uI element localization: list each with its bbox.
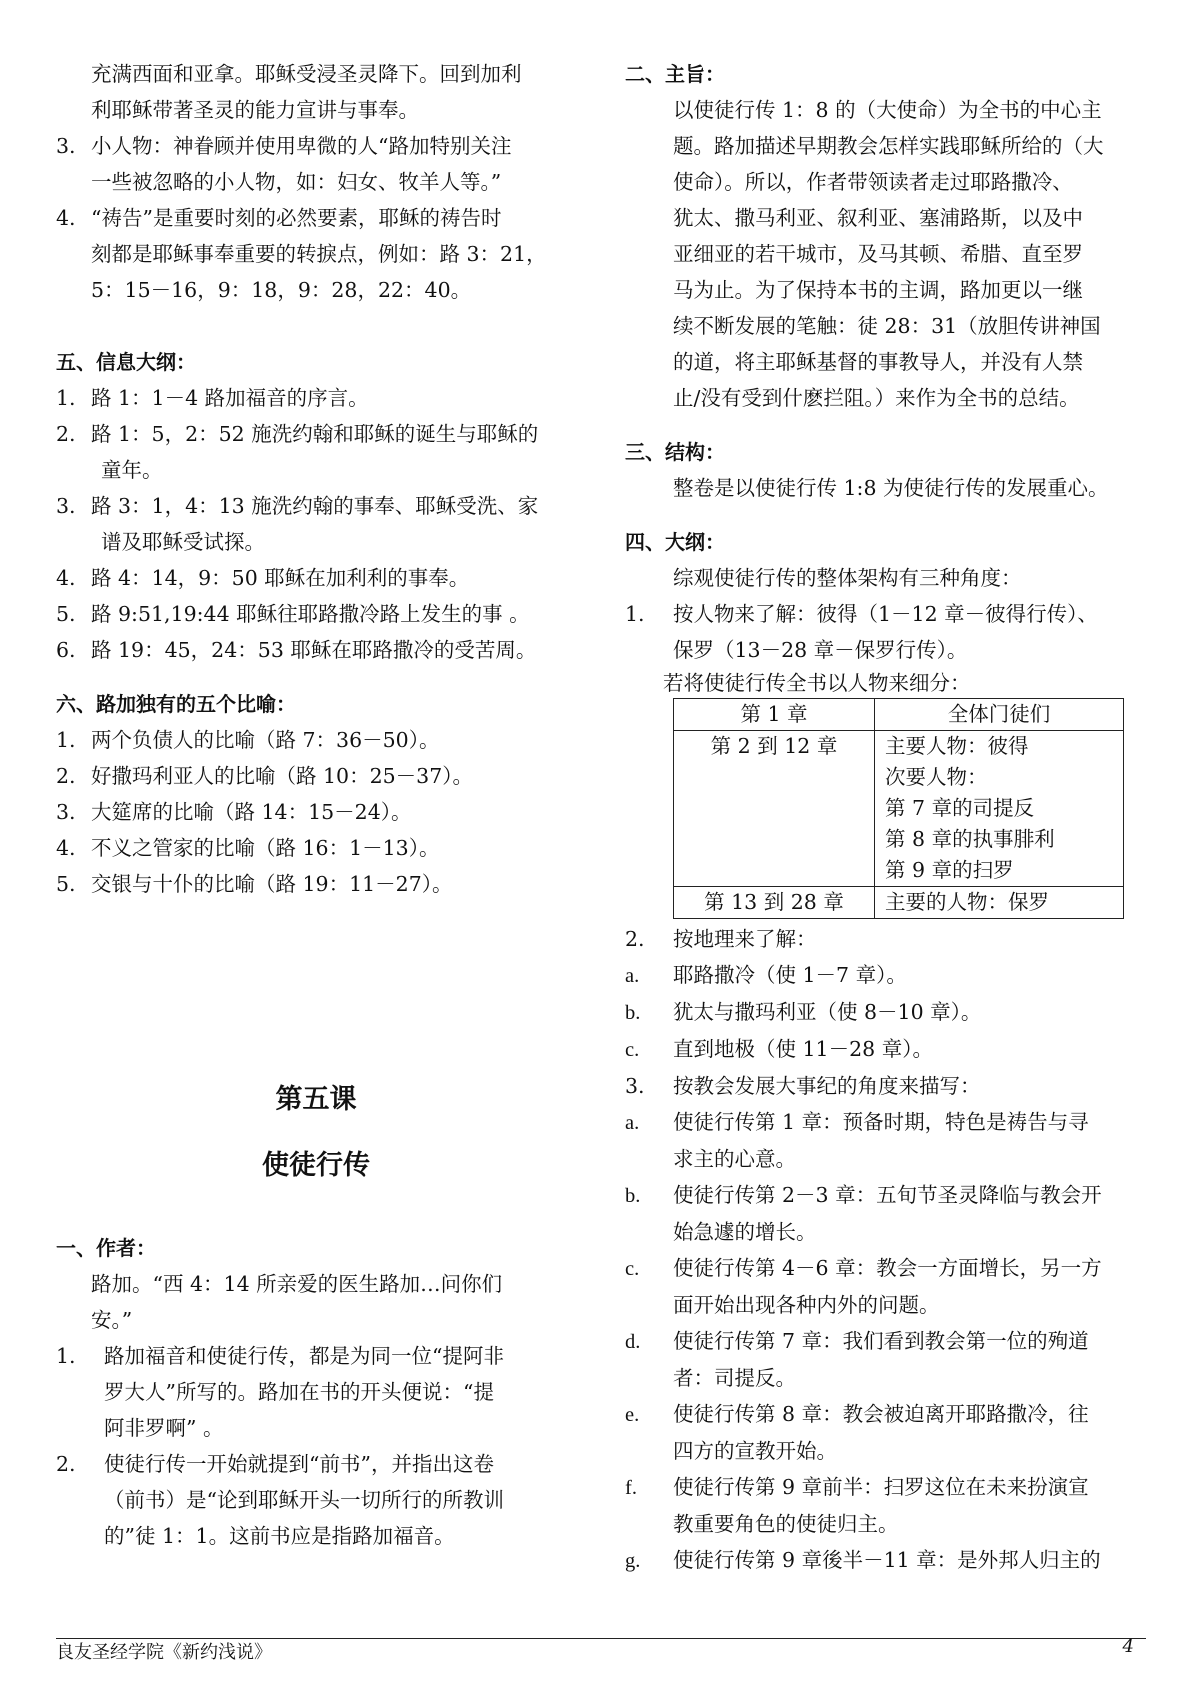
text-line: 谱及耶稣受试探。 — [101, 530, 265, 554]
text-line: 保罗（13－28 章－保罗行传）。 — [673, 638, 968, 662]
section-heading: 二、主旨： — [625, 62, 725, 86]
text-line: 面开始出现各种内外的问题。 — [673, 1293, 940, 1317]
text-line: 罗大人”所写的。路加在书的开头便说：“提 — [104, 1380, 494, 1404]
table-cell: 第 13 到 28 章 — [674, 887, 875, 919]
list-item: 1. 按人物来了解：彼得（1－12 章－彼得行传）、 — [625, 602, 1098, 626]
list-item: 4. 不义之管家的比喻（路 16：1－13）。 — [56, 836, 440, 860]
left-column — [56, 56, 576, 1554]
section-heading: 六、路加独有的五个比喻： — [56, 692, 296, 716]
cell-line: 第 9 章的扫罗 — [885, 858, 1014, 882]
text-line: 止/没有受到什麽拦阻。）来作为全书的总结。 — [673, 386, 1080, 410]
page-number: 4 — [1122, 1636, 1134, 1657]
text-line: 马为止。为了保持本书的主调，路加更以一继 — [673, 278, 1083, 302]
list-item: 5. 交银与十仆的比喻（路 19：11－27）。 — [56, 872, 453, 896]
cell-line: 第 8 章的执事腓利 — [885, 827, 1055, 851]
list-item: f. 使徒行传第 9 章前半：扫罗这位在未来扮演宣 — [625, 1475, 1089, 1499]
list-item: a. 使徒行传第 1 章：预备时期，特色是祷告与寻 — [625, 1110, 1089, 1134]
list-item: 2. 路 1：5，2：52 施洗约翰和耶稣的诞生与耶稣的 — [56, 422, 539, 446]
cell-line: 主要人物：彼得 — [885, 734, 1029, 758]
table-cell: 主要的人物：保罗 — [875, 887, 1124, 919]
list-item: 6. 路 19：45，24：53 耶稣在耶路撒冷的受苦周。 — [56, 638, 537, 662]
text-line: 充满西面和亚拿。耶稣受浸圣灵降下。回到加利 — [91, 62, 522, 86]
text-line: 犹太、撒马利亚、叙利亚、塞浦路斯，以及中 — [673, 206, 1083, 230]
text-line: 安。” — [91, 1308, 133, 1332]
footer-divider — [56, 1638, 1146, 1639]
list-item: 2. 好撒玛利亚人的比喻（路 10：25－37）。 — [56, 764, 474, 788]
text-line: 阿非罗啊” 。 — [104, 1416, 224, 1440]
list-item: 3. 大筵席的比喻（路 14：15－24）。 — [56, 800, 412, 824]
text-line: 使命）。所以，作者带领读者走过耶路撒冷、 — [673, 170, 1073, 194]
table-cell: 第 2 到 12 章 — [674, 731, 875, 887]
list-item: 2. 按地理来了解： — [625, 927, 817, 951]
table-intro: 若将使徒行传全书以人物来细分： — [663, 671, 971, 695]
list-item: 4. “祷告”是重要时刻的必然要素，耶稣的祷告时 — [56, 206, 502, 230]
section-heading: 五、信息大纲： — [56, 350, 196, 374]
list-item: 1. 路 1：1－4 路加福音的序言。 — [56, 386, 369, 410]
table-row — [674, 887, 1124, 919]
list-item: 5. 路 9:51,19:44 耶稣往耶路撒冷路上发生的事 。 — [56, 602, 530, 626]
text-line: 续不断发展的笔触：徒 28：31（放胆传讲神国 — [673, 314, 1101, 338]
text-line: 路加。“西 4：14 所亲爱的医生路加…问你们 — [91, 1272, 503, 1296]
text-line: （前书）是“论到耶稣开头一切所行的所教训 — [104, 1488, 504, 1512]
list-item: d. 使徒行传第 7 章：我们看到教会第一位的殉道 — [625, 1329, 1089, 1353]
list-item: g. 使徒行传第 9 章後半－11 章：是外邦人归主的 — [625, 1548, 1101, 1572]
list-item: 3. 路 3：1，4：13 施洗约翰的事奉、耶稣受洗、家 — [56, 494, 539, 518]
table-cell — [875, 731, 1124, 887]
section-heading: 一、作者： — [56, 1236, 156, 1260]
list-item: c. 使徒行传第 4－6 章：教会一方面增长，另一方 — [625, 1256, 1102, 1280]
lesson-subtitle: 使徒行传 — [262, 1150, 370, 1181]
text-line: 教重要角色的使徒归主。 — [673, 1512, 899, 1536]
table-cell: 第 1 章 — [674, 699, 875, 731]
text-line: 亚细亚的若干城市，及马其顿、希腊、直至罗 — [673, 242, 1083, 266]
list-item: b. 犹太与撒玛利亚（使 8－10 章）。 — [625, 1000, 982, 1024]
text-line: 的”徒 1：1。这前书应是指路加福音。 — [104, 1524, 455, 1548]
text-line: 刻都是耶稣事奉重要的转捩点，例如：路 3：21， — [91, 242, 547, 266]
text-line: 题。路加描述早期教会怎样实践耶稣所给的（大 — [673, 134, 1104, 158]
text-line: 四方的宣教开始。 — [673, 1439, 837, 1463]
table-cell: 全体门徒们 — [875, 699, 1124, 731]
cell-line: 第 7 章的司提反 — [885, 796, 1035, 820]
table-row — [674, 699, 1124, 731]
table-row — [674, 731, 1124, 887]
list-item: 3. 小人物：神眷顾并使用卑微的人“路加特别关注 — [56, 134, 512, 158]
list-item: 4. 路 4：14，9：50 耶稣在加利利的事奉。 — [56, 566, 470, 590]
section-heading: 三、结构： — [625, 440, 725, 464]
list-item: 1. 路加福音和使徒行传，都是为同一位“提阿非 — [56, 1344, 504, 1368]
lesson-title: 第五课 — [275, 1084, 357, 1115]
text-line: 以使徒行传 1：8 的（大使命）为全书的中心主 — [673, 98, 1102, 122]
footer-text: 良友圣经学院《新约浅说》 — [56, 1642, 272, 1663]
roles-table — [673, 698, 1124, 919]
text-line: 的道，将主耶稣基督的事教导人，并没有人禁 — [673, 350, 1083, 374]
list-item: 3. 按教会发展大事纪的角度来描写： — [625, 1074, 981, 1098]
list-item: c. 直到地极（使 11－28 章）。 — [625, 1037, 933, 1061]
text-line: 整卷是以使徒行传 1:8 为使徒行传的发展重心。 — [673, 476, 1109, 500]
text-line: 综观使徒行传的整体架构有三种角度： — [673, 566, 1022, 590]
text-line: 始急遽的增长。 — [673, 1220, 817, 1244]
text-line: 一些被忽略的小人物，如：妇女、牧羊人等。” — [91, 170, 502, 194]
list-item: 2. 使徒行传一开始就提到“前书”，并指出这卷 — [56, 1452, 494, 1476]
list-item: b. 使徒行传第 2－3 章：五旬节圣灵降临与教会开 — [625, 1183, 1102, 1207]
text-line: 利耶稣带著圣灵的能力宣讲与事奉。 — [91, 98, 419, 122]
cell-line: 次要人物： — [885, 765, 988, 789]
text-line: 求主的心意。 — [673, 1147, 796, 1171]
right-column — [625, 56, 1145, 1579]
section-heading: 四、大纲： — [625, 530, 725, 554]
list-item: 1. 两个负债人的比喻（路 7：36－50）。 — [56, 728, 440, 752]
text-line: 童年。 — [101, 458, 163, 482]
list-item: a. 耶路撒冷（使 1－7 章）。 — [625, 963, 907, 987]
list-item: e. 使徒行传第 8 章：教会被迫离开耶路撒冷，往 — [625, 1402, 1089, 1426]
text-line: 5：15－16，9：18，9：28，22：40。 — [91, 278, 472, 302]
text-line: 者：司提反。 — [673, 1366, 796, 1390]
